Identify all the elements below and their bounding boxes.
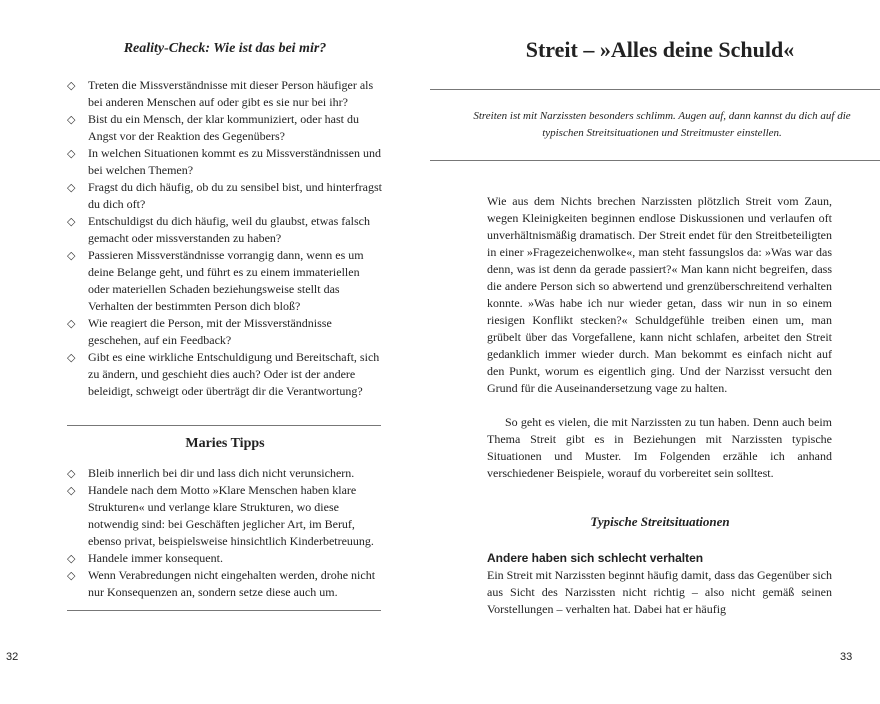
reality-check-heading: Reality-Check: Wie ist das bei mir? <box>123 41 327 56</box>
reality-check-list <box>67 77 382 400</box>
diamond-bullet-icon: ◇ <box>67 114 76 126</box>
body-paragraph-1: Wie aus dem Nichts brechen Narzissten plötzlich Streit vom Zaun, wegen Kleinigkeiten beginnen endlose Diskussionen und verlaufen oft unverhältnismäßig dramatisch. Der Streit endet für den Streitbeteiligten in einer »Fragezeichenwolke«, man steht fassungslos da: »Was war das denn, was ist denn da gerade passiert?« Man kann nicht begreifen, dass die andere Person sich so abwertend und grenzüberschreitend verhalten konnte. »Was habe ich nur wieder getan, dass wir nun in so einem riesigen Konflikt stecken?« Schuldgefühle treiben einen um, man grübelt über das Vorgefallene, kann nicht schlafen, arbeitet den Streit gedanklich immer wieder durch. Man bekommt es einfach nicht auf den Punkt, worum es eigentlich ging. Und der Narzisst versucht den Grund für die Auseinandersetzung vage zu halten. <box>487 194 832 395</box>
diamond-bullet-icon: ◇ <box>67 216 76 228</box>
section-divider-bottom <box>67 610 381 611</box>
subheading: Typische Streitsituationen <box>590 514 730 529</box>
diamond-bullet-icon: ◇ <box>67 250 76 262</box>
tipps-list <box>67 465 382 601</box>
right-page <box>440 0 880 704</box>
list-item-text: Passieren Missverständnisse vorrangig dann, wenn es um deine Belange geht, und führt es zu einem immateriellen oder materiellen Schaden beziehungsweise stellt das Verhalten der bestimmten Person dich bloß? <box>88 248 364 313</box>
diamond-bullet-icon: ◇ <box>67 553 76 565</box>
list-item-text: Handele nach dem Motto »Klare Menschen haben klare Strukturen« und verlange klare Strukturen, wo diese notwendig sind: bei Geschäften jeglicher Art, im Beruf, ebenso privat, beispielsweise hinsichtlich Kinderbetreuung. <box>88 483 374 548</box>
body-paragraph-2: So geht es vielen, die mit Narzissten zu tun haben. Denn auch beim Thema Streit gibt es in Beziehungen mit Narzissten typische Situationen und Muster. Im Folgenden erzähle ich anhand verschiedener Beispiele, worauf du vorbereitet sein solltest. <box>487 415 832 480</box>
list-item <box>67 567 382 601</box>
list-item <box>67 349 382 400</box>
list-item-text: Bist du ein Mensch, der klar kommuniziert, oder hast du Angst vor der Reaktion des Gegenübers? <box>88 112 359 143</box>
list-item-text: Wenn Verabredungen nicht eingehalten werden, drohe nicht nur Konsequenzen an, sondern setze diese auch um. <box>88 568 376 599</box>
chapter-title: Streit – »Alles deine Schuld« <box>525 37 795 62</box>
list-item <box>67 465 382 482</box>
lead-rule <box>430 160 880 161</box>
list-item-text: Entschuldigst du dich häufig, weil du glaubst, etwas falsch gemacht oder missverstanden zu haben? <box>88 214 370 245</box>
run-in-heading: Andere haben sich schlecht verhalten <box>487 551 704 565</box>
diamond-bullet-icon: ◇ <box>67 318 76 330</box>
diamond-bullet-icon: ◇ <box>67 148 76 160</box>
list-item-text: Wie reagiert die Person, mit der Missverständnisse geschehen, auf ein Feedback? <box>88 316 332 347</box>
list-item <box>67 145 382 179</box>
body-paragraph-3: Ein Streit mit Narzissten beginnt häufig damit, dass das Gegenüber sich aus Sicht des Narzissten nicht richtig – also nicht gemäß seinen Vorstellungen – verhalten hat. Dabei hat er häufig <box>487 568 832 616</box>
list-item <box>67 179 382 213</box>
diamond-bullet-icon: ◇ <box>67 570 76 582</box>
list-item-text: Fragst du dich häufig, ob du zu sensibel bist, und hinterfragst du dich oft? <box>88 180 382 211</box>
tipps-heading: Maries Tipps <box>185 436 265 451</box>
section-divider <box>67 425 381 426</box>
diamond-bullet-icon: ◇ <box>67 352 76 364</box>
list-item <box>67 247 382 315</box>
list-item <box>67 315 382 349</box>
chapter-lead: Streiten ist mit Narzissten besonders schlimm. Augen auf, dann kannst du dich auf die typischen Streitsituationen und Streitmuster einstellen. <box>473 110 851 139</box>
diamond-bullet-icon: ◇ <box>67 182 76 194</box>
diamond-bullet-icon: ◇ <box>67 468 76 480</box>
list-item-text: In welchen Situationen kommt es zu Missverständnissen und bei welchen Themen? <box>88 146 381 177</box>
page-number-left: 32 <box>6 651 19 663</box>
list-item <box>67 111 382 145</box>
list-item <box>67 550 382 567</box>
list-item-text: Gibt es eine wirkliche Entschuldigung und Bereitschaft, sich zu ändern, und geschieht dies auch? Oder ist der andere beleidigt, schweigt oder überträgt dir die Verantwortung? <box>88 350 380 398</box>
page-number-right: 33 <box>840 651 853 663</box>
title-rule <box>430 89 880 90</box>
diamond-bullet-icon: ◇ <box>67 80 76 92</box>
list-item-text: Treten die Missverständnisse mit dieser Person häufiger als bei anderen Menschen auf oder gibt es sie nur bei ihr? <box>88 78 374 109</box>
list-item <box>67 213 382 247</box>
list-item <box>67 77 382 111</box>
diamond-bullet-icon: ◇ <box>67 485 76 497</box>
list-item-text: Bleib innerlich bei dir und lass dich nicht verunsichern. <box>88 466 355 480</box>
list-item <box>67 482 382 550</box>
list-item-text: Handele immer konsequent. <box>88 551 223 565</box>
